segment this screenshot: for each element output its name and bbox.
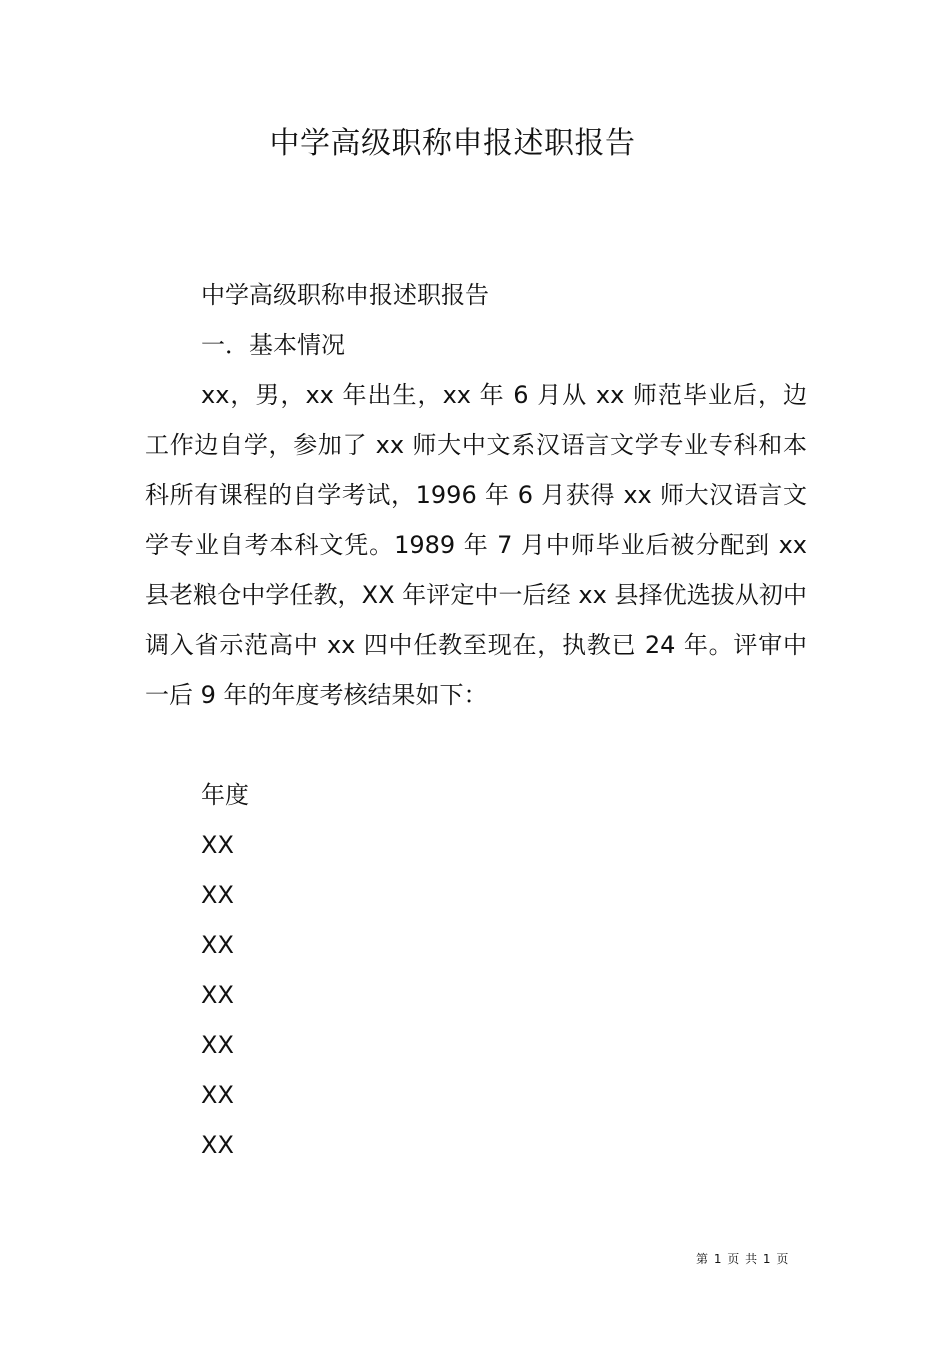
table-header-year: 年度: [201, 781, 249, 809]
list-item: XX: [201, 1081, 234, 1109]
list-item: XX: [201, 1031, 234, 1059]
list-item: XX: [201, 1131, 234, 1159]
list-item: XX: [201, 981, 234, 1009]
basic-info-paragraph: xx，男，xx 年出生，xx 年 6 月从 xx 师范毕业后，边工作边自学，参加了 xx 师大中文系汉语言文学专业专科和本科所有课程的自学考试，1996 年 6 月获得 xx 师大汉语言文学专业自考本科文凭。1989 年 7 月中师毕业后被分配到 xx 县老粮仓中学任教，XX 年评定中一后经 xx 县择优选拔从初中调入省示范高中 xx 四中任教至现在，执教已 24 年。评审中一后 9 年的年度考核结果如下：: [145, 381, 807, 709]
report-subtitle: 中学高级职称申报述职报告: [201, 281, 489, 309]
page-number-footer: 第 1 页 共 1 页: [696, 1252, 790, 1266]
document-title: 中学高级职称申报述职报告: [269, 126, 636, 161]
spacer: [145, 720, 807, 770]
section-heading: 一．基本情况: [201, 331, 345, 359]
list-item: XX: [201, 831, 234, 859]
document-body: [145, 270, 807, 1170]
list-item: XX: [201, 931, 234, 959]
list-item: XX: [201, 881, 234, 909]
